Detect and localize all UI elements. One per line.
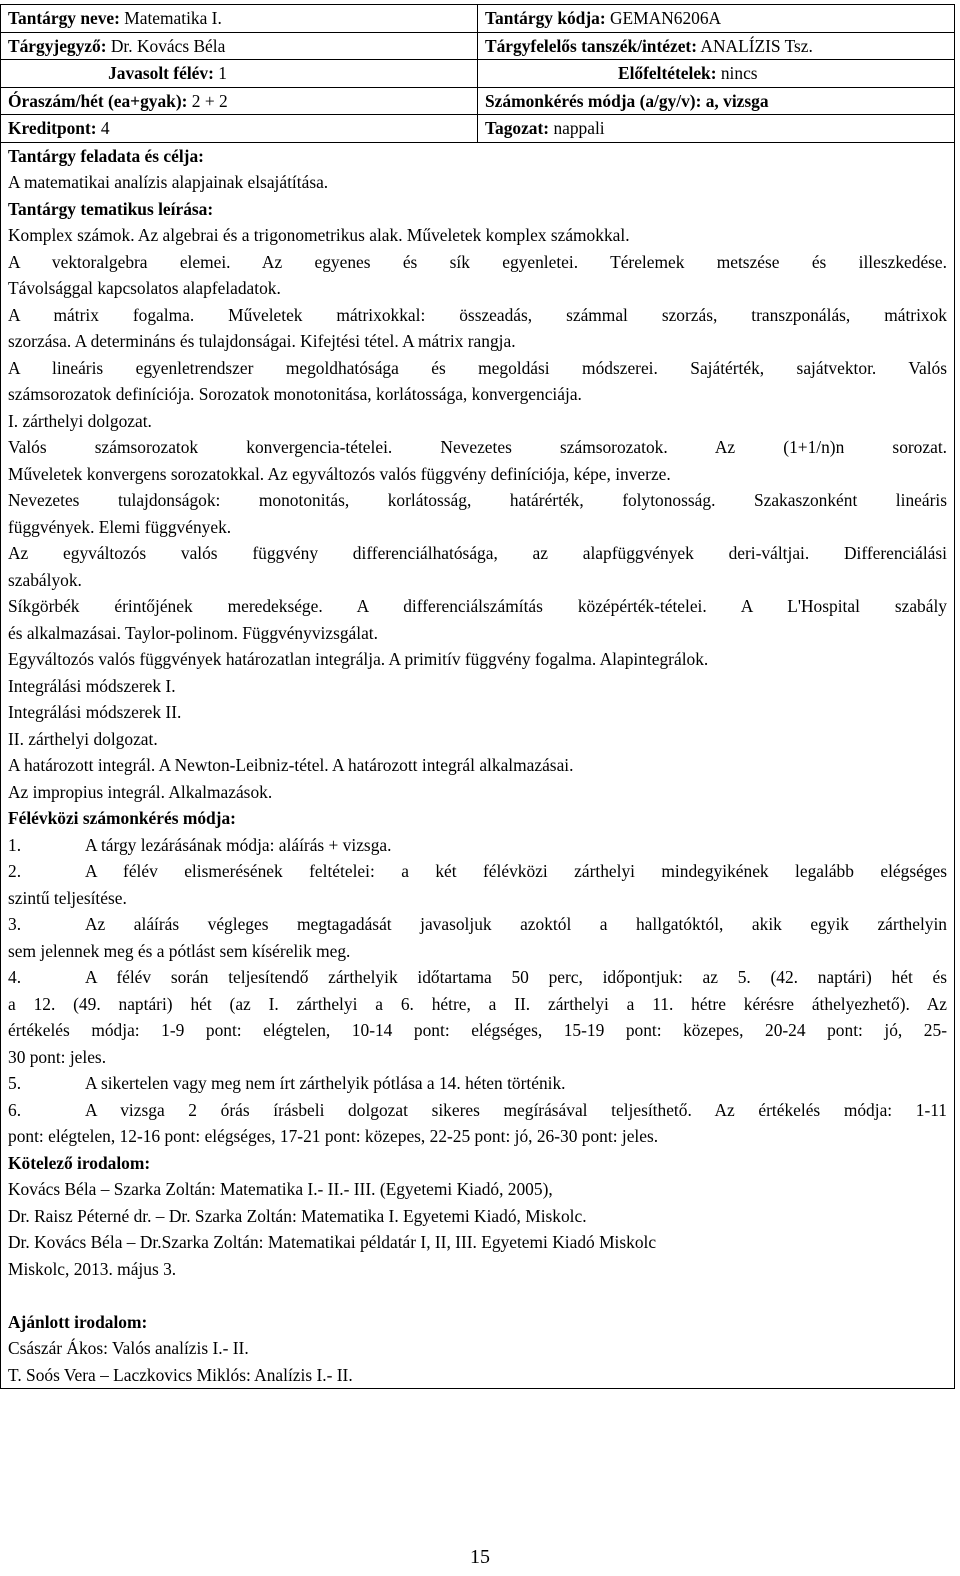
topic-line: Valós számsorozatok konvergencia-tételei. Nevezetes számsorozatok. Az (1+1/n)n sorozat.	[8, 437, 947, 457]
credit-cell	[1, 115, 478, 143]
department-cell	[478, 32, 955, 60]
credit-label: Kreditpont:	[8, 118, 97, 138]
assessment-item-continuation: értékelés módja: 1-9 pont: elégtelen, 10-14 pont: elégséges, 15-19 pont: közepes, 20-24 pont: jó, 25-	[8, 1020, 947, 1040]
topic-line: A mátrix fogalma. Műveletek mátrixokkal: összeadás, számmal szorzás, transzponálás, mátrixok	[8, 304, 947, 325]
topic-line: szabályok.	[8, 569, 82, 590]
topic-line: II. zárthelyi dolgozat.	[8, 728, 158, 749]
grader-cell	[1, 32, 478, 60]
assessment-item	[8, 858, 947, 885]
assessment-item-text: A vizsga 2 órás írásbeli dolgozat sikeres megírásával teljesíthető. Az értékelés módja: 1-11	[85, 1099, 947, 1120]
assessment-heading: Félévközi számonkérés módja:	[8, 808, 236, 828]
assessment-item-number: 6.	[8, 1099, 22, 1120]
topic-line: Az impropius integrál. Alkalmazások.	[8, 781, 273, 802]
topic-line: Integrálási módszerek I.	[8, 675, 176, 696]
assessment-item-number: 3.	[8, 914, 22, 934]
prereq-cell	[478, 60, 955, 88]
recommended-literature-item: T. Soós Vera – Laczkovics Miklós: Analízis I.- II.	[8, 1364, 353, 1385]
topics-heading: Tantárgy tematikus leírása:	[8, 198, 214, 219]
topic-line: A határozott integrál. A Newton-Leibniz-tétel. A határozott integrál alkalmazásai.	[8, 755, 574, 775]
subject-name-cell	[1, 5, 478, 33]
assessment-list	[8, 832, 947, 1150]
hours-label: Óraszám/hét (ea+gyak):	[8, 90, 188, 111]
assessment-item	[8, 911, 947, 938]
recommended-literature-item: Császár Ákos: Valós analízis I.- II.	[8, 1338, 249, 1358]
topic-line: Integrálási módszerek II.	[8, 702, 182, 722]
department-value: ANALÍZIS Tsz.	[697, 35, 813, 56]
grader-value: Dr. Kovács Béla	[106, 35, 226, 56]
goal-text: A matematikai analízis alapjainak elsajátítása.	[8, 172, 329, 192]
topic-line: szorzása. A determináns és tulajdonságai. Kifejtési tétel. A mátrix rangja.	[8, 331, 516, 351]
prereq-label: Előfeltételek:	[618, 63, 717, 83]
subject-name-value: Matematika I.	[119, 8, 222, 28]
assessment-item-number: 5.	[8, 1073, 22, 1093]
grader-label: Tárgyjegyző:	[8, 35, 107, 56]
assessment-item-text: A félév elismerésének feltételei: a két félévközi zárthelyi mindegyikének legalább elégséges	[85, 861, 947, 881]
goal-heading: Tantárgy feladata és célja:	[8, 145, 204, 166]
hours-value: 2 + 2	[187, 90, 228, 111]
topic-line: számsorozatok definíciója. Sorozatok monotonitása, korlátossága, konvergenciája.	[8, 384, 582, 404]
recommended-literature-list	[8, 1335, 947, 1388]
spacer	[8, 1282, 947, 1309]
assessment-item-continuation: sem jelennek meg és a pótlást sem kísérelik meg.	[8, 940, 351, 961]
header-row-3	[1, 60, 955, 88]
topic-line: Komplex számok. Az algebrai és a trigonometrikus alak. Műveletek komplex számokkal.	[8, 225, 630, 245]
mode-cell	[478, 115, 955, 143]
assessment-item-text: Az aláírás végleges megtagadását javasoljuk azoktól a hallgatóktól, akik egyik zárthelyin	[85, 914, 947, 934]
semester-cell	[1, 60, 478, 88]
subject-code-value: GEMAN6206A	[605, 8, 722, 28]
exam-value: a, vizsga	[701, 90, 769, 111]
assessment-item-number: 2.	[8, 861, 22, 881]
assessment-item-text: A sikertelen vagy meg nem írt zárthelyik pótlása a 14. héten történik.	[85, 1073, 566, 1093]
page-number: 15	[470, 1546, 490, 1568]
assessment-item-number: 4.	[8, 967, 22, 987]
assessment-item-continuation: pont: elégtelen, 12-16 pont: elégséges, 17-21 pont: közepes, 22-25 pont: jó, 26-30 pont: jeles.	[8, 1126, 659, 1146]
credit-value: 4	[96, 118, 110, 138]
subject-name-label: Tantárgy neve:	[8, 8, 120, 28]
assessment-item-text: A félév során teljesítendő zárthelyik időtartama 50 perc, időpontjuk: az 5. (42. naptári) hét és	[85, 967, 947, 987]
assessment-item	[8, 1097, 947, 1124]
exam-label: Számonkérés módja (a/gy/v):	[485, 90, 702, 111]
header-row-1	[1, 5, 955, 33]
assessment-item	[8, 832, 947, 859]
topic-line: Távolsággal kapcsolatos alapfeladatok.	[8, 278, 281, 298]
mode-value: nappali	[549, 118, 605, 138]
required-literature-item: Dr. Kovács Béla – Dr.Szarka Zoltán: Matematikai példatár I, II, III. Egyetemi Kiadó Miskolc	[8, 1232, 657, 1252]
assessment-item-text: A tárgy lezárásának módja: aláírás + vizsga.	[85, 834, 392, 855]
assessment-item	[8, 1070, 947, 1097]
semester-label: Javasolt félév:	[108, 63, 214, 83]
required-literature-heading: Kötelező irodalom:	[8, 1152, 151, 1173]
topics-list	[8, 222, 947, 805]
body-row	[1, 142, 955, 1389]
body-cell	[1, 142, 955, 1389]
topic-line: és alkalmazásai. Taylor-polinom. Függvényvizsgálat.	[8, 622, 378, 643]
course-table	[0, 4, 955, 1389]
topic-line: Egyváltozós valós függvények határozatlan integrálja. A primitív függvény fogalma. Alapintegrálok.	[8, 649, 709, 669]
topic-line: I. zárthelyi dolgozat.	[8, 410, 152, 431]
assessment-item-continuation: 30 pont: jeles.	[8, 1046, 107, 1067]
topic-line: Nevezetes tulajdonságok: monotonitás, korlátosság, határérték, folytonosság. Szakaszonként lineáris	[8, 490, 947, 510]
topic-line: Az egyváltozós valós függvény differenciálhatósága, az alapfüggvények deri-váltjai. Differenciálási	[8, 543, 947, 563]
prereq-value: nincs	[716, 63, 758, 83]
assessment-item-number: 1.	[8, 834, 22, 855]
assessment-item-continuation: szintű teljesítése.	[8, 887, 127, 908]
required-literature-item: Kovács Béla – Szarka Zoltán: Matematika I.- II.- III. (Egyetemi Kiadó, 2005),	[8, 1179, 553, 1199]
topic-line: A lineáris egyenletrendszer megoldhatósága és megoldási módszerei. Sajátérték, sajátvektor. Valós	[8, 357, 947, 378]
assessment-item-continuation: a 12. (49. naptári) hét (az I. zárthelyi a 6. hétre, a II. zárthelyi a 11. hétre kérésre áthelyezhető). Az	[8, 993, 947, 1014]
header-row-4	[1, 87, 955, 115]
topic-line: Műveletek konvergens sorozatokkal. Az egyváltozós valós függvény definíciója, képe, inverze.	[8, 463, 671, 484]
header-row-2	[1, 32, 955, 60]
exam-cell	[478, 87, 955, 115]
subject-code-cell	[478, 5, 955, 33]
department-label: Tárgyfelelős tanszék/intézet:	[485, 35, 698, 56]
topic-line: Síkgörbék érintőjének meredeksége. A differenciálszámítás középérték-tételei. A L'Hospital szabály	[8, 596, 947, 616]
subject-code-label: Tantárgy kódja:	[485, 8, 606, 28]
topic-line: függvények. Elemi függvények.	[8, 516, 232, 537]
recommended-literature-heading: Ajánlott irodalom:	[8, 1311, 148, 1332]
assessment-item	[8, 964, 947, 991]
required-literature-item: Miskolc, 2013. május 3.	[8, 1258, 177, 1279]
mode-label: Tagozat:	[485, 118, 550, 138]
hours-cell	[1, 87, 478, 115]
semester-value: 1	[213, 63, 227, 83]
required-literature-item: Dr. Raisz Péterné dr. – Dr. Szarka Zoltán: Matematika I. Egyetemi Kiadó, Miskolc.	[8, 1205, 587, 1226]
topic-line: A vektoralgebra elemei. Az egyenes és sík egyenletei. Térelemek metszése és illeszkedése.	[8, 251, 947, 272]
required-literature-list	[8, 1176, 947, 1282]
header-row-5	[1, 115, 955, 143]
